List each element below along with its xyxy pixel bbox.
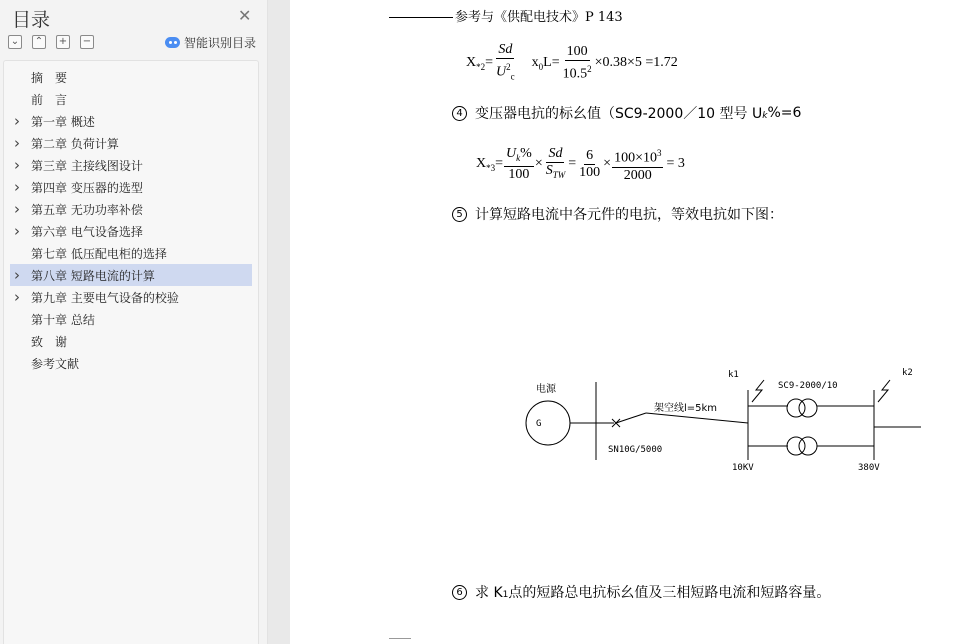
equation-x2: X $_{*2}$ = $\frac{Sd}{U^2_c}$ x $_0$ L= $\frac{100}{10.5^2}$ ×0.38×5 =1.72	[466, 42, 678, 84]
toc-item-ch10[interactable]	[10, 308, 252, 330]
toc-item-ch2[interactable]	[10, 132, 252, 154]
generator-icon	[526, 401, 570, 445]
chevron-right-icon[interactable]: ›	[14, 134, 20, 152]
collapse-all-button[interactable]: ⌃	[32, 35, 46, 49]
step-number: 5	[452, 207, 467, 222]
toc-item-ch4[interactable]	[10, 176, 252, 198]
page-header: 参考与《供配电技术》P 143	[389, 6, 623, 25]
k1-label: k1	[728, 370, 739, 380]
toc-item-abstract[interactable]	[10, 66, 252, 88]
toc-item-ch1[interactable]	[10, 110, 252, 132]
toc-item-ch7[interactable]	[10, 242, 252, 264]
voltage-high-label: 10KV	[732, 463, 754, 473]
fraction: $\frac{100}{10.5^2}$	[562, 43, 592, 82]
toc-item-ch9[interactable]	[10, 286, 252, 308]
equation-x3: X $_{*3}$ = $\frac{U_k\%}{100}$ × $\frac{Sd}{S_{TW}}$ = $\frac{6}{100}$ × $\frac{100\times 10^3}{2000}$ = 3	[476, 145, 685, 183]
smart-toc-label: 智能识别目录	[184, 36, 257, 50]
scroll-gutter	[268, 0, 290, 644]
toc-list	[3, 60, 259, 644]
toc-item-references[interactable]	[10, 352, 252, 374]
transformer-2-icon	[787, 437, 805, 455]
toc-item-ch3[interactable]	[10, 154, 252, 176]
toc-item-label: 第二章 负荷计算	[31, 136, 119, 151]
toc-item-label: 摘 要	[31, 70, 68, 85]
k2-label: k2	[902, 368, 913, 378]
chevron-right-icon[interactable]: ›	[14, 266, 20, 284]
paragraph-4: 4 变压器电抗的标幺值（SC9-2000／10 型号 U $_k$ %=6	[452, 103, 801, 123]
voltage-low-label: 380V	[858, 463, 880, 473]
toc-item-label: 第七章 低压配电柜的选择	[31, 246, 167, 261]
chevron-right-icon[interactable]: ›	[14, 288, 20, 306]
transformer-1-icon	[787, 399, 805, 417]
step-number: 4	[452, 106, 467, 121]
overhead-line	[646, 413, 748, 423]
toc-item-ch5[interactable]	[10, 198, 252, 220]
chevron-right-icon[interactable]: ›	[14, 222, 20, 240]
chevron-right-icon[interactable]: ›	[14, 200, 20, 218]
toc-item-label: 第八章 短路电流的计算	[31, 268, 155, 283]
fault-k1-icon	[752, 380, 764, 402]
breaker-label: SN10G/5000	[608, 445, 663, 455]
toc-item-preface[interactable]	[10, 88, 252, 110]
document-page	[290, 0, 961, 644]
remove-heading-button[interactable]: −	[80, 35, 94, 49]
toc-item-label: 第十章 总结	[31, 312, 95, 327]
ai-icon	[165, 37, 180, 48]
toc-item-label: 第三章 主接线图设计	[31, 158, 143, 173]
add-heading-button[interactable]: +	[56, 35, 70, 49]
circuit-diagram	[516, 360, 936, 490]
fraction: $\frac{Sd}{S_{TW}}$	[545, 145, 566, 180]
fraction: $\frac{6}{100}$	[579, 147, 601, 180]
chevron-right-icon[interactable]: ›	[14, 156, 20, 174]
expand-all-button[interactable]: ⌄	[8, 35, 22, 49]
toc-item-label: 致 谢	[31, 334, 68, 349]
toc-item-label: 前 言	[31, 92, 68, 107]
chevron-right-icon[interactable]: ›	[14, 112, 20, 130]
toc-item-label: 第五章 无功功率补偿	[31, 202, 143, 217]
generator-label: G	[536, 419, 542, 429]
toc-item-label: 参考文献	[31, 356, 80, 371]
fraction: $\frac{100\times 10^3}{2000}$	[612, 145, 663, 184]
source-label: 电源	[536, 384, 556, 395]
line-label: 架空线l=5km	[654, 403, 718, 414]
toc-item-ch6[interactable]	[10, 220, 252, 242]
fraction: $\frac{Sd}{U^2_c}$	[496, 42, 515, 82]
toc-toolbar	[8, 35, 94, 49]
transformer-label: SC9-2000/10	[778, 381, 838, 391]
toc-item-label: 第九章 主要电气设备的校验	[31, 290, 179, 305]
header-rule	[389, 17, 453, 18]
sidebar-title: 目录	[12, 9, 51, 31]
close-icon[interactable]: ✕	[238, 6, 252, 25]
page-corner-mark	[389, 638, 411, 644]
fraction: $\frac{U_k\%}{100}$	[506, 145, 532, 182]
toc-sidebar	[0, 0, 268, 644]
paragraph-6: 6 求 K $_1$ 点的短路总电抗标幺值及三相短路电流和短路容量。	[452, 582, 830, 602]
toc-item-label: 第四章 变压器的选型	[31, 180, 143, 195]
toc-item-ch8[interactable]	[10, 264, 252, 286]
step-number: 6	[452, 585, 467, 600]
fault-k2-icon	[878, 380, 890, 402]
chevron-right-icon[interactable]: ›	[14, 178, 20, 196]
toc-item-thanks[interactable]	[10, 330, 252, 352]
paragraph-5: 5 计算短路电流中各元件的电抗，等效电抗如下图：	[452, 204, 783, 224]
toc-item-label: 第一章 概述	[31, 114, 95, 129]
smart-toc-button[interactable]	[165, 34, 256, 51]
toc-item-label: 第六章 电气设备选择	[31, 224, 143, 239]
